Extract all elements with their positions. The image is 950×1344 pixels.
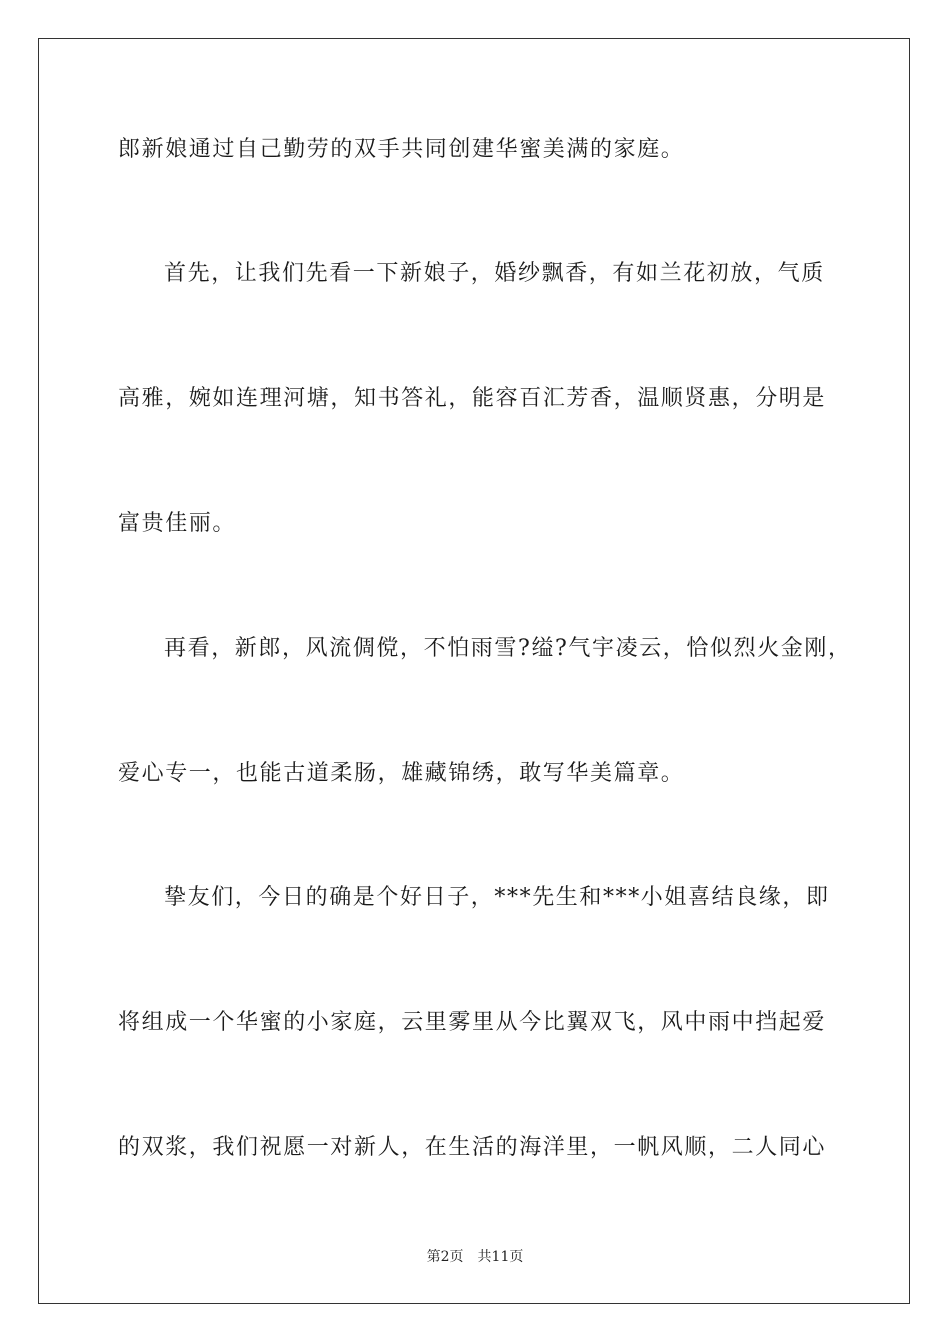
paragraph-line-6: 爱心专一，也能古道柔肠，雄藏锦绣，敢写华美篇章。 — [118, 761, 685, 786]
page-footer — [0, 1246, 950, 1266]
paragraph-line-7: 挚友们，今日的确是个好日子，***先生和***小姐喜结良缘，即 — [164, 885, 830, 910]
paragraph-line-5: 再看，新郎，风流倜傥，不怕雨雪?缢?气宇凌云，恰似烈火金刚， — [164, 636, 852, 661]
paragraph-line-9: 的双浆，我们祝愿一对新人，在生活的海洋里，一帆风顺，二人同心 — [118, 1135, 827, 1160]
paragraph-line-2: 首先，让我们先看一下新娘子，婚纱飘香，有如兰花初放，气质 — [164, 261, 825, 286]
paragraph-line-1: 郎新娘通过自己勤劳的双手共同创建华蜜美满的家庭。 — [118, 137, 685, 162]
page-frame — [38, 38, 910, 1304]
page-total: 共11页 — [477, 1249, 524, 1265]
paragraph-line-3: 高雅，婉如连理河塘，知书答礼，能容百汇芳香，温顺贤惠，分明是 — [118, 386, 827, 411]
page-number: 第2页 — [426, 1249, 464, 1265]
paragraph-line-4: 富贵佳丽。 — [118, 511, 237, 536]
paragraph-line-8: 将组成一个华蜜的小家庭，云里雾里从今比翼双飞，风中雨中挡起爱 — [118, 1010, 827, 1035]
